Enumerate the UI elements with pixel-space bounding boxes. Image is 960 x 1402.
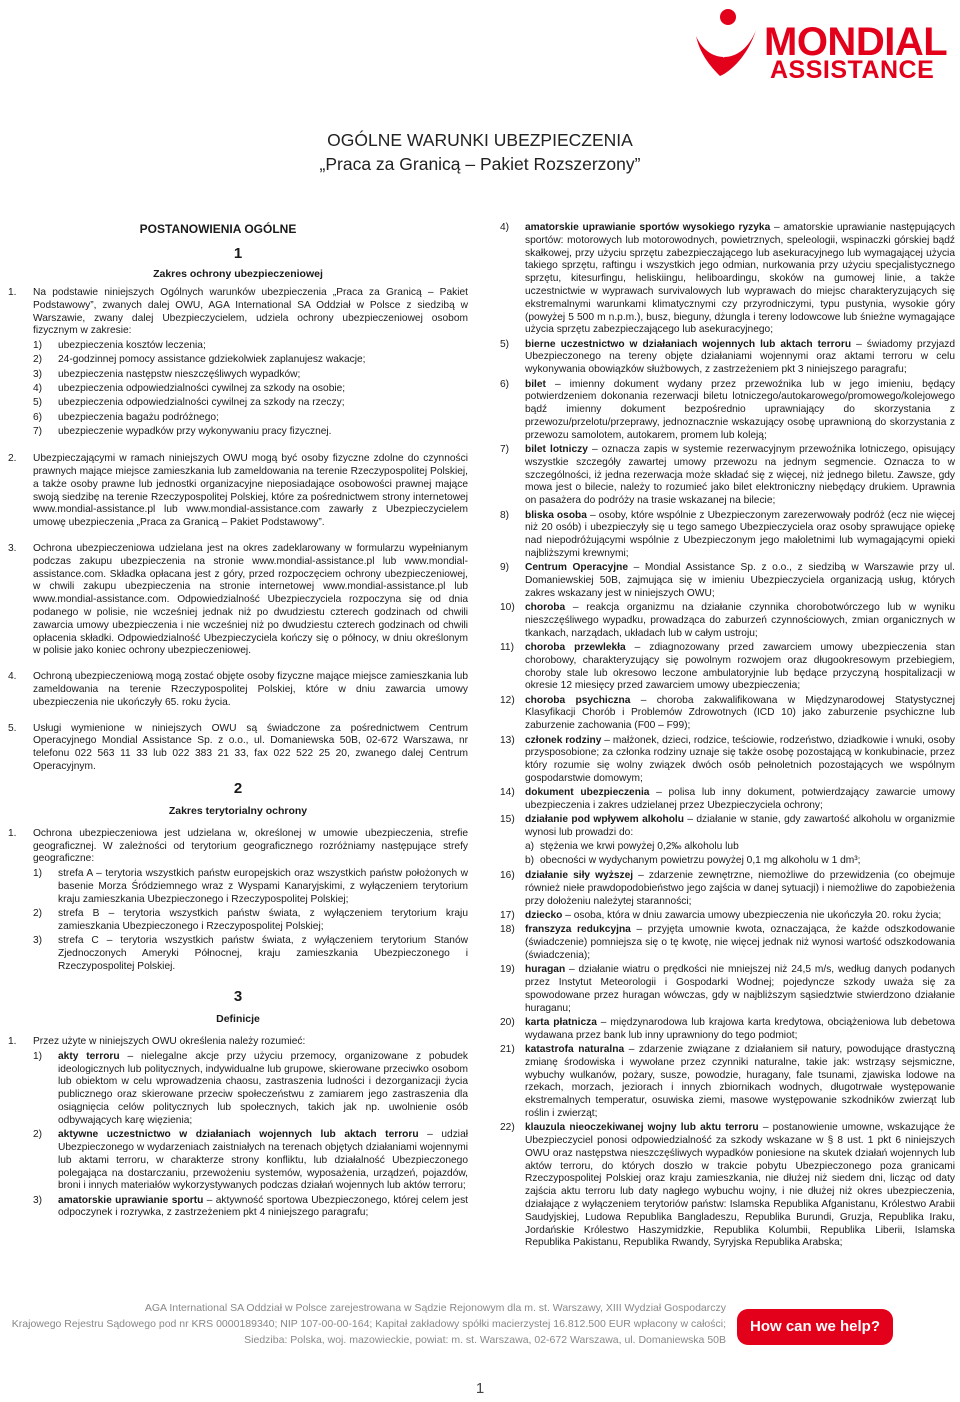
s1-paragraph-5: 5. Usługi wymienione w niniejszych OWU są świadczone za pośrednictwem Centrum Operacyjnego Mondial Assistance Sp. z o.o., ul. Domaniewska 50B, 02-672 Warszawa, nr telefonu 022 563 11 33 lub 022 383 21 33, fax 022 522 25 20, zwanego dalej Centrum Operacyjnym.: [8, 722, 468, 772]
definition-item: 10) choroba – reakcja organizmu na działanie czynnika chorobotwórczego lub w wyniku nieszczęśliwego wypadku, prowadząca do zaburzeń czynnościowych, zmian organicznych w tkankach, narządach, układach lub w całym ustroju;: [500, 602, 955, 639]
footer-line-3: Siedziba: Polska, woj. mazowieckie, powiat: m. st. Warszawa, 02-672 Warszawa, ul. Domaniewska 50B: [244, 1334, 726, 1346]
definition-item: 9) Centrum Operacyjne – Mondial Assistance Sp. z o.o., z siedzibą w Warszawie przy ul. Domaniewskiej 50B, zajmująca się w imieniu Ubezpieczyciela organizacją usług, których zakres wskazany jest w niniejszych OWU;: [500, 562, 956, 599]
definition-item: 21) katastrofa naturalna – zdarzenie związane z działaniem sił natury, powodujące drastyczną zmianę środowiska i wywołane przez czynniki naturalne, takie jak: wstrząsy sejsmiczne, wybuchy wulkanów, pożary, susze, powodzie, huragany, fale tsunami, zjawiska lodowe na rzekach, morzach, jeziorach i innych zbiornikach wodnych, długotrwałe występowanie ekstremalnych temperatur, osuwiska ziemi, masowe występowanie szkodników zwierząt lub roślin i zwierząt;: [500, 1043, 955, 1119]
list-item: 3) ubezpieczenia następstw nieszczęśliwych wypadków;: [33, 368, 301, 380]
title-line-2: „Praca za Granicą – Pakiet Rozszerzony”: [319, 154, 641, 174]
s1-paragraph-1: 1. Na podstawie niniejszych Ogólnych warunków ubezpieczenia „Praca za Granicą – Pakiet Podstawowy”, zwanych dalej OWU, AGA International SA Oddział w Polsce z siedzibą w Warszawie, zwany dalej Ubezpieczycielem, udziela ochrony ubezpieczeniowej osobom fizycznym w zakresie: 1) ubezpieczenia kosztów leczenia; 2) 24-godzinnej pomocy assistance gdziekolwiek zaplanujesz wakacje; 3) ubezpieczenia następstw nieszczęśliwych wypadków; 4) ubezpieczenia odpowiedzialności cywilnej za szkody na osobie; 5) ubezpieczenia odpowiedzialności cywilnej za szkody na rzeczy; 6) ubezpieczenia bagażu podróżnego; 7) ubezpieczenie wypadków przy wykonywaniu pracy fizycznej.: [8, 287, 468, 437]
how-can-we-help-button[interactable]: How can we help?: [737, 1309, 893, 1345]
title-line-1: OGÓLNE WARUNKI UBEZPIECZENIA: [327, 130, 633, 150]
definition-item: 2) aktywne uczestnictwo w działaniach wojennych lub aktach terroru – udział Ubezpieczonego w wydarzeniach zaistniałych na terenach objętych działaniami wojennymi lub aktami terroru, w charakterze strony konfliktu, lub działalność Ubezpieczonego polegająca na dostarczaniu, przewożeniu systemów, wyposażenia, urządzeń, pojazdów, broni i innych materiałów wykorzystywanych podczas działań wojennych lub aktów terroru;: [33, 1129, 468, 1192]
general-provisions-heading: POSTANOWIENIA OGÓLNE: [139, 222, 297, 236]
section-3-number: 3: [233, 988, 243, 1006]
s1-paragraph-2: 2. Ubezpieczającymi w ramach niniejszych OWU mogą być osoby fizyczne zdolne do czynności prawnych mające miejsce zamieszkania lub zameldowania na terenie Rzeczypospolitej Polskiej, a także osoby prawne lub jednostki organizacyjne nieposiadające osobowości prawnej mające swoją siedzibę na terenie Rzeczypospolitej Polskiej, które za pośrednictwem strony internetowej www.mondial-assistance.pl lub www.mondial-assistance.com zawarły z Ubezpieczycielem umowę ubezpieczenia „Praca za Granicą – Pakiet Podstawowy”.: [8, 453, 468, 529]
s2-paragraph-1: 1. Ochrona ubezpieczeniowa jest udzielana w, określonej w umowie ubezpieczenia, strefie geograficznej. W zależności od terytorium geograficznego rozróżniamy następujące strefy geograficzne: 1) strefa A – terytoria wszystkich państw europejskich oraz wszystkich państw położonych w basenie Morza Śródziemnego wraz z Wyspami Kanaryjskimi, z wyłączeniem terytorium kraju zamieszkania Ubezpieczonego i Rzeczypospolitej Polskiej; 2) strefa B – terytoria wszystkich państw świata, z wyłączeniem terytorium kraju zamieszkania Ubezpieczonego i Rzeczypospolitej Polskiej; 3) strefa C – terytoria wszystkich państw świata, z wyłączeniem terytorium Stanów Zjednoczonych Ameryki Północnej, kraju zamieszkania Ubezpieczonego i Rzeczypospolitej Polskiej.: [8, 827, 468, 972]
footer-line-1: AGA International SA Oddział w Polsce zarejestrowana w Sądzie Rejonowym dla m. st. Warszawy, XIII Wydział Gospodarczy: [144, 1302, 726, 1314]
list-item: 6) ubezpieczenia bagażu podróżnego;: [33, 411, 219, 423]
definition-item: 1) akty terroru – nielegalne akcje przy użyciu przemocy, organizowane z pobudek ideologicznych lub politycznych, indywidualne lub grupowe, skierowane przeciwko osobom lub obiektom w celu wprowadzenia chaosu, zastraszenia ludności i dezorganizacji życia publicznego oraz skierowane przeciw społeczeństwu z zamiarem jego zastraszenia dla osiągnięcia celów politycznych lub społecznych, takich jak np. uwolnienie osób odbywających karę więzienia;: [33, 1050, 468, 1126]
s3-paragraph-1: 1. Przez użyte w niniejszych OWU określenia należy rozumieć: 1) akty terroru – nielegalne akcje przy użyciu przemocy, organizowane z pobudek ideologicznych lub politycznych, indywidualne lub grupowe, skierowane przeciwko osobom lub obiektom w celu wprowadzenia chaosu, zastraszenia ludności i dezorganizacji życia publicznego oraz skierowane przeciw społeczeństwu z zamiarem jego zastraszenia dla osiągnięcia celów politycznych lub społecznych, takich jak np. uwolnienie osób odbywających karę więzienia; 2) aktywne uczestnictwo w działaniach wojennych lub aktach terroru – udział Ubezpieczonego w wydarzeniach zaistniałych na terenach objętych działaniami wojennymi lub aktami terroru, w charakterze strony konfliktu, lub działalność Ubezpieczonego polegająca na dostarczaniu, przewożeniu systemów, wyposażenia, urządzeń, pojazdów, broni i innych materiałów wykorzystywanych podczas działań wojennych lub aktów terroru; 3) amatorskie uprawianie sportu – aktywność sportowa Ubezpieczonego, której celem jest odpoczynek i rozrywka, z zastrzeżeniem pkt 4 niniejszego paragrafu;: [8, 1036, 468, 1219]
list-item: 3) strefa C – terytoria wszystkich państw świata, z wyłączeniem terytorium Stanów Zjednoczonych Ameryki Północnej, kraju zamieszkania Ubezpieczonego i Rzeczypospolitej Polskiej.: [33, 935, 468, 972]
s1-paragraph-3: 3. Ochrona ubezpieczeniowa udzielana jest na okres zadeklarowany w formularzu wypełnianym podczas zakupu ubezpieczenia na stronie www.mondial-assistance.pl lub www.mondial-assistance.com. Składka opłacana jest z góry, przed rozpoczęciem ochrony ubezpieczeniowej, w chwili zakupu ubezpieczenia na stronie internetowej www.mondial-assistance.pl lub www.mondial-assistance.com. Odpowiedzialność Ubezpieczyciela rozpoczyna się od dnia podanego w polisie, nie wcześniej jednak niż po dwudziestu czterech godzinach od chwili zawarcia umowy ubezpieczenia i nie wcześniej niż po dwudziestu czterech godzinach od chwili opłacenia składki. Odpowiedzialność Ubezpieczyciela kończy się o północy, w dniu określonym w polisie jako koniec ochrony ubezpieczeniowej.: [8, 543, 468, 657]
logo-subword: ASSISTANCE: [770, 56, 935, 84]
definition-item: 3) amatorskie uprawianie sportu – aktywność sportowa Ubezpieczonego, której celem jest odpoczynek i rozrywka, z zastrzeżeniem pkt 4 niniejszego paragrafu;: [33, 1194, 468, 1219]
right-column: [500, 222, 955, 1252]
section-2-number: 2: [233, 779, 243, 797]
sub-item: b) obecności w wydychanym powietrzu powyżej 0,1 mg alkoholu w 1 dm³;: [525, 854, 861, 866]
definition-item: 5) bierne uczestnictwo w działaniach wojennych lub aktach terroru – świadomy przyjazd Ubezpieczonego na tereny objęte działaniami wojennymi oraz aktami terroru w celu wykonywania obowiązków służbowych, z zastrzeżeniem pkt 3 niniejszego paragrafu;: [500, 338, 955, 376]
definition-item: 11) choroba przewlekła – zdiagnozowany przed zawarciem umowy ubezpieczenia stan chorobowy, charakteryzujący się powolnym rozwojem oraz długookresowym przebiegiem, choroby stale lub okresowo leczone ambulatoryjnie lub będące przyczyną hospitalizacji w okresie 12 miesięcy przed zawarciem umowy ubezpieczenia;: [500, 642, 955, 692]
page-number: 1: [475, 1380, 485, 1397]
definition-item: 18) franszyza redukcyjna – przyjęta umownie kwota, oznaczająca, że każde odszkodowanie (świadczenie) pomniejsza się o tę kwotę, nie więcej jednak niż wynosi wartość odszkodowania (świadczenia);: [500, 924, 955, 961]
mondial-assistance-logo: [690, 6, 955, 86]
zone-list: [33, 868, 468, 973]
definition-item: 20) karta płatnicza – międzynarodowa lub krajowa karta kredytowa, obciążeniowa lub debetowa wydawana przez bank lub inny uprawniony do tego podmiot;: [500, 1016, 955, 1041]
list-item: 1) ubezpieczenia kosztów leczenia;: [33, 340, 206, 352]
definition-item: 7) bilet lotniczy – oznacza zapis w systemie rezerwacyjnym przewoźnika lotniczego, opisujący wszystkie szczegóły zawartej umowy przewozu na jednym segmencie. Oznacza to w szczególności, iż jedna rezerwacja może składać się z więcej, niż jednego biletu. Zawsze, gdy mowa jest o bilecie, należy to rozumieć jako bilet elektroniczny niebędący drukiem. Uprawnia on pasażera do podróży na trasie wskazanej na bilecie;: [500, 444, 955, 507]
definition-item: 22) klauzula nieoczekiwanej wojny lub aktu terroru – postanowienie umowne, wskazujące że Ubezpieczyciel ponosi odpowiedzialność za szkody wskazane w § 8 ust. 1 pkt 6 niniejszych OWU oraz następstwa nieszczęśliwych wypadków poniesione na skutek działań wojennych lub aktów terroru, do których doszło w trakcie pobytu Ubezpieczonego poza granicami Rzeczypospolitej Polskiej oraz kraju zamieszkania, nie dłużej niż siedem dni, licząc od daty zajścia aktu terroru lub daty nagłego wybuchu wojny, i nie dłużej niż okres ubezpieczenia, działające z wyłączeniem terytoriów państw: Islamska Republika Afganistanu, Królestwo Arabii Saudyjskiej, Ludowa Republika Bangladeszu, Republika Burundi, Gruzja, Republika Iraku, Jordańskie Królestwo Haszymidzkie, Republika Kolumbii, Republika Liberii, Islamska Republika Pakistanu, Republika Rwandy, Syryjska Republika Arabska;: [500, 1122, 955, 1249]
list-item: 2) 24-godzinnej pomocy assistance gdziekolwiek zaplanujesz wakacje;: [33, 354, 366, 366]
section-3-title: Definicje: [216, 1013, 260, 1026]
list-item: 2) strefa B – terytoria wszystkich państw świata, z wyłączeniem terytorium kraju zamieszkania Ubezpieczonego i Rzeczypospolitej Polskiej;: [33, 908, 468, 932]
logo-wordmark: MONDIAL: [764, 20, 948, 64]
definition-item: 4) amatorskie uprawianie sportów wysokiego ryzyka – amatorskie uprawianie następujących sportów: motorowych lub motorowodnych, powietrznych, speleologii, wspinaczki górskiej bądź skałkowej, przy użyciu sprzętu zabezpieczającego lub asekuracyjnego lub wymagającej użycia takiego sprzętu, raftingu i wszystkich jego odmian, nurkowania przy użyciu specjalistycznego sprzętu, kitesurfingu, heliskiingu, heliboardingu, skoków na gumowej linie, a także uczestnictwie w wyprawach survivalowych lub wyprawach do miejsc charakteryzujących się ekstremalnymi warunkami klimatycznymi czy przyrodniczymi, typu pustynia, wysokie góry (powyżej 5 500 m n.p.m.), busz, bieguny, dżungla i tereny lodowcowe lub śnieżne wymagające użycia sprzętu zabezpieczającego lub asekuracyjnego;: [500, 222, 956, 336]
section-1-title: Zakres ochrony ubezpieczeniowej: [153, 268, 323, 280]
list-item: 7) ubezpieczenie wypadków przy wykonywaniu pracy fizycznej.: [33, 425, 332, 437]
left-column: [8, 222, 468, 1229]
list-item: 5) ubezpieczenia odpowiedzialności cywilnej za szkody na rzeczy;: [33, 397, 345, 409]
definition-item: 12) choroba psychiczna – choroba zakwalifikowana w Międzynarodowej Statystycznej Klasyfikacji Chorób i Problemów Zdrowotnych (ICD 10) jako zaburzenie psychiczne lub zaburzenie zachowania (F00 – F99);: [500, 694, 955, 732]
section-1-number: 1: [233, 245, 243, 262]
logo-mark-icon: [690, 6, 762, 80]
document-title: [0, 128, 960, 176]
definition-item: 16) działanie siły wyższej – zdarzenie zewnętrzne, niemożliwe do przewidzenia (co obejmuje również niełe prawdopodobieństwo jego zajścia w danej sytuacji) i niemożliwe do zapobieżenia przy dołożeniu należytej staranności;: [500, 870, 955, 907]
definition-item: 14) dokument ubezpieczenia – polisa lub inny dokument, potwierdzający zawarcie umowy ubezpieczenia i zakres udzielanej przez Ubezpieczyciela ochrony;: [500, 787, 955, 812]
coverage-list: [33, 340, 468, 439]
definition-item: 8) bliska osoba – osoby, które wspólnie z Ubezpieczonym zarezerwowały podróż (ecz nie więcej niż 20 osób) i ubezpieczyły się u tego samego Ubezpieczyciela oraz osoby sprawujące opiekę nad niepodróżującymi wspólnie z Ubezpieczonym jego małoletnimi lub wymagającymi opieki najbliższymi krewnymi;: [500, 509, 955, 559]
section-2-title: Zakres terytorialny ochrony: [168, 804, 308, 817]
definition-item: 15) działanie pod wpływem alkoholu – działanie w stanie, gdy zawartość alkoholu w organizmie wynosi lub prowadzi do: a) stężenia we krwi powyżej 0,2‰ alkoholu lub b) obecności w wydychanym powietrzu powyżej 0,1 mg alkoholu w 1 dm³;: [500, 814, 955, 866]
footer-line-2: Krajowego Rejestru Sądowego pod nr KRS 0000189340; NIP 107-00-00-164; Kapitał zakładowy spółki macierzystej 16.812.500 EUR wpłacony w całości;: [11, 1318, 726, 1330]
definition-item: 6) bilet – imienny dokument wydany przez przewoźnika lub w jego imieniu, będący potwierdzeniem dokonania rezerwacji biletu lotniczego/autokarowego/promowego/kolejowego bądź imienny dokument bezpośrednio uprawniający do skorzystania z przewozu/przelotu/przeprawy, jednoznacznie wskazujący osobę uprawnioną do skorzystania z przewozu samolotem, autokarem, promem lub koleją;: [500, 378, 955, 441]
footer-legal: [0, 1300, 726, 1348]
list-item: 1) strefa A – terytoria wszystkich państw europejskich oraz wszystkich państw położonych w basenie Morza Śródziemnego wraz z Wyspami Kanaryjskimi, z wyłączeniem terytorium kraju zamieszkania Ubezpieczonego i Rzeczypospolitej Polskiej;: [33, 868, 468, 905]
s1-paragraph-4: 4. Ochroną ubezpieczeniową mogą zostać objęte osoby fizyczne mające miejsce zamieszkania lub zameldowania na terenie Rzeczypospolitej Polskiej, które w dniu zawarcia umowy ubezpieczenia nie ukończyły 65. roku życia.: [8, 671, 468, 708]
sub-item: a) stężenia we krwi powyżej 0,2‰ alkoholu lub: [525, 840, 739, 852]
definitions-list-left: [33, 1051, 468, 1220]
definition-item: 13) członek rodziny – małżonek, dzieci, rodzice, teściowie, rodzeństwo, dziadkowie i wnuki, osoby przysposobione; za członka rodziny uznaje się także osobę pozostającą w konkubinacie, przez który rozumie się wolny związek dwóch osób pełnoletnich pozostających we wspólnym gospodarstwie domowym;: [500, 734, 955, 784]
definition-item: 17) dziecko – osoba, która w dniu zawarcia umowy ubezpieczenia nie ukończyła 20. roku życia;: [500, 909, 942, 921]
definition-item: 19) huragan – działanie wiatru o prędkości nie mniejszej niż 24,5 m/s, według danych podanych przez Instytut Meteorologii i Gospodarki Wodnej; pojedyncze szkody uważa się za spowodowane przez huragan wówczas, gdy w najbliższym sąsiedztwie stwierdzono działanie huraganu;: [500, 964, 955, 1014]
list-item: 4) ubezpieczenia odpowiedzialności cywilnej za szkody na osobie;: [33, 383, 346, 395]
